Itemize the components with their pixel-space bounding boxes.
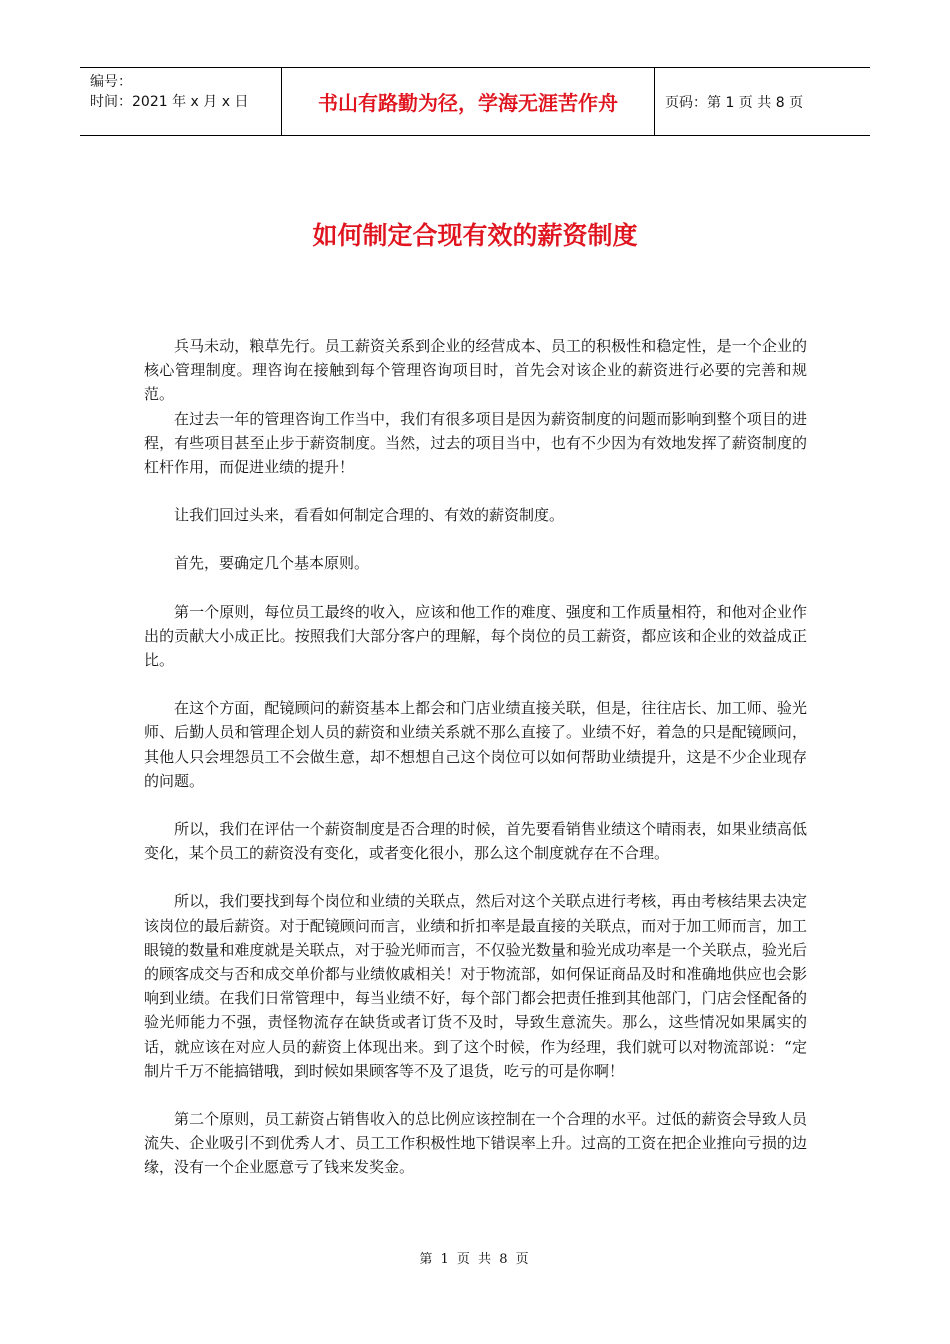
header-page-info: 页码：第 1 页 共 8 页 <box>665 94 804 111</box>
header-meta-cell <box>80 68 282 135</box>
code-label: 编号： <box>90 74 132 90</box>
paragraph: 第一个原则，每位员工最终的收入，应该和他工作的难度、强度和工作质量相符，和他对企业作出的贡献大小成正比。按照我们大部分客户的理解，每个岗位的员工薪资，都应该和企业的效益成正比。 <box>144 602 807 670</box>
paragraph: 首先，要确定几个基本原则。 <box>174 554 370 573</box>
paragraph: 在这个方面，配镜顾问的薪资基本上都会和门店业绩直接关联，但是，往往店长、加工师、验光师、后勤人员和管理企划人员的薪资和业绩关系就不那么直接了。业绩不好，着急的只是配镜顾问，其他人只会埋怨员工不会做生意，却不想想自己这个岗位可以如何帮助业绩提升，这是不少企业现存的问题。 <box>144 699 807 790</box>
header-motto: 书山有路勤为径，学海无涯苦作舟 <box>282 68 655 135</box>
time-label: 时间：2021 年 x 月 x 日 <box>90 94 249 110</box>
paragraph: 在过去一年的管理咨询工作当中，我们有很多项目是因为薪资制度的问题而影响到整个项目的进程，有些项目甚至止步于薪资制度。当然，过去的项目当中，也有不少因为有效地发挥了薪资制度的杠杆作用，而促进业绩的提升！ <box>144 409 807 477</box>
paragraph: 第二个原则，员工薪资占销售收入的总比例应该控制在一个合理的水平。过低的薪资会导致人员流失、企业吸引不到优秀人才、员工工作积极性地下错误率上升。过高的工资在把企业推向亏损的边缘，没有一个企业愿意亏了钱来发奖金。 <box>144 1110 807 1177</box>
header-table <box>80 67 870 136</box>
paragraph: 让我们回过头来，看看如何制定合理的、有效的薪资制度。 <box>174 506 565 525</box>
paragraph: 所以，我们要找到每个岗位和业绩的关联点，然后对这个关联点进行考核，再由考核结果去决定该岗位的最后薪资。对于配镜顾问而言，业绩和折扣率是最直接的关联点，而对于加工师而言，加工眼镜的数量和难度就是关联点，对于验光师而言，不仅验光数量和验光成功率是一个关联点，验光后的顾客成交与否和成交单价都与业绩攸戚相关！对于物流部，如何保证商品及时和准确地供应也会影响到业绩。在我们日常管理中，每当业绩不好，每个部门都会把责任推到其他部门，门店会怪配备的验光师能力不强，责怪物流存在缺货或者订货不及时，导致生意流失。那么，这些情况如果属实的话，就应该在对应人员的薪资上体现出来。到了这个时候，作为经理，我们就可以对物流部说：“定制片千万不能搞错哦，到时候如果顾客等不及了退货，吃亏的可是你啊！ <box>144 892 807 1080</box>
paragraph: 所以，我们在评估一个薪资制度是否合理的时候，首先要看销售业绩这个晴雨表，如果业绩高低变化，某个员工的薪资没有变化，或者变化很小，那么这个制度就存在不合理。 <box>144 820 807 863</box>
page-footer: 第 1 页 共 8 页 <box>419 1252 531 1267</box>
paragraph: 兵马未动，粮草先行。员工薪资关系到企业的经营成本、员工的积极性和稳定性，是一个企业的核心管理制度。理咨询在接触到每个管理咨询项目时，首先会对该企业的薪资进行必要的完善和规范。 <box>144 337 807 404</box>
document-body <box>144 334 807 1180</box>
document-title: 如何制定合现有效的薪资制度 <box>312 221 638 250</box>
